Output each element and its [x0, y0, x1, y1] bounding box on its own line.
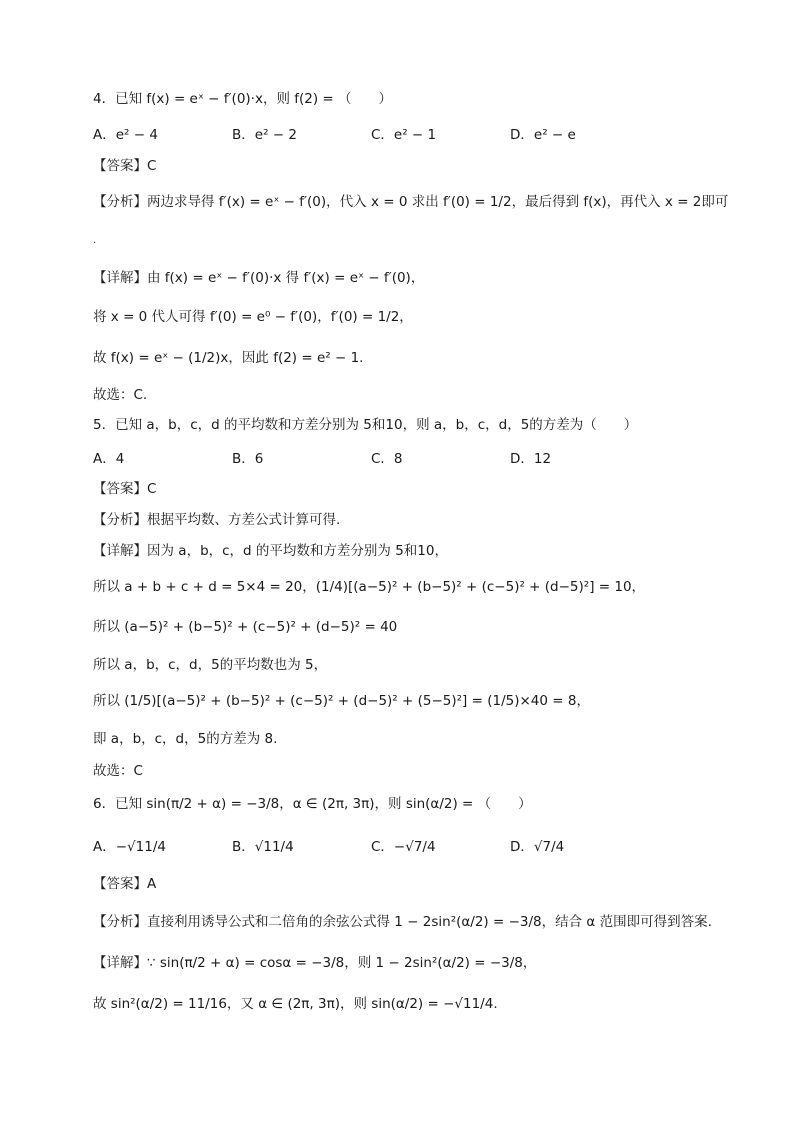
- q6-detail-1: 【详解】∵ sin(π/2 + α) = cosα = −3/8，则 1 − 2sin²(α/2) = −3/8，: [93, 955, 537, 971]
- q6-option-c: C．−√7/4: [371, 839, 436, 855]
- q5-detail-3: 所以 (a−5)² + (b−5)² + (c−5)² + (d−5)² = 40: [93, 619, 398, 635]
- q6-analysis: 【分析】直接利用诱导公式和二倍角的余弦公式得 1 − 2sin²(α/2) = −3/8，结合 α 范围即可得到答案.: [93, 914, 712, 930]
- q6-option-a: A．−√11/4: [93, 839, 166, 855]
- q4-option-a: A．e² − 4: [93, 127, 158, 143]
- q6-option-d: D．√7/4: [510, 839, 565, 855]
- q6-option-b: B．√11/4: [232, 839, 294, 855]
- q4-choice: 故选：C.: [93, 387, 148, 403]
- q4-analysis-end: .: [93, 235, 97, 246]
- q5-stem: 5．已知 a，b，c，d 的平均数和方差分别为 5和10，则 a，b，c，d，5的方差为（ ）: [93, 417, 638, 433]
- q4-answer: 【答案】C: [93, 158, 157, 174]
- q4-detail-1: 【详解】由 f(x) = eˣ − f′(0)·x 得 f′(x) = eˣ − f′(0)，: [93, 270, 425, 286]
- q4-option-b: B．e² − 2: [232, 127, 297, 143]
- q5-detail-2: 所以 a + b + c + d = 5×4 = 20，(1/4)[(a−5)² + (b−5)² + (c−5)² + (d−5)²] = 10，: [93, 579, 646, 595]
- q6-answer: 【答案】A: [93, 876, 157, 892]
- q5-option-d: D．12: [510, 451, 552, 467]
- q5-detail-1: 【详解】因为 a，b，c，d 的平均数和方差分别为 5和10，: [93, 543, 448, 559]
- q6-detail-2: 故 sin²(α/2) = 11/16，又 α ∈ (2π, 3π)，则 sin(α/2) = −√11/4.: [93, 996, 498, 1012]
- q5-detail-5: 所以 (1/5)[(a−5)² + (b−5)² + (c−5)² + (d−5)² + (5−5)²] = (1/5)×40 = 8，: [93, 693, 590, 709]
- q6-stem: 6．已知 sin(π/2 + α) = −3/8，α ∈ (2π, 3π)，则 sin(α/2) = （ ）: [93, 796, 532, 812]
- q4-detail-3: 故 f(x) = eˣ − (1/2)x，因此 f(2) = e² − 1.: [93, 350, 364, 366]
- q5-option-c: C．8: [371, 451, 403, 467]
- q5-analysis: 【分析】根据平均数、方差公式计算可得.: [93, 512, 341, 528]
- q4-option-c: C．e² − 1: [371, 127, 437, 143]
- q5-option-b: B．6: [232, 451, 264, 467]
- q5-detail-6: 即 a，b，c，d，5的方差为 8.: [93, 731, 278, 747]
- q4-analysis: 【分析】两边求导得 f′(x) = eˣ − f′(0)，代入 x = 0 求出 f′(0) = 1/2，最后得到 f(x)，再代入 x = 2即可: [93, 194, 729, 210]
- q5-detail-4: 所以 a，b，c，d，5的平均数也为 5，: [93, 657, 328, 673]
- q4-stem: 4．已知 f(x) = eˣ − f′(0)·x，则 f(2) = （ ）: [93, 91, 393, 107]
- q4-option-d: D．e² − e: [510, 127, 576, 143]
- q5-choice: 故选：C: [93, 763, 143, 779]
- q5-answer: 【答案】C: [93, 481, 157, 497]
- q4-detail-2: 将 x = 0 代人可得 f′(0) = e⁰ − f′(0)，f′(0) = 1/2，: [93, 309, 413, 325]
- q5-option-a: A．4: [93, 451, 125, 467]
